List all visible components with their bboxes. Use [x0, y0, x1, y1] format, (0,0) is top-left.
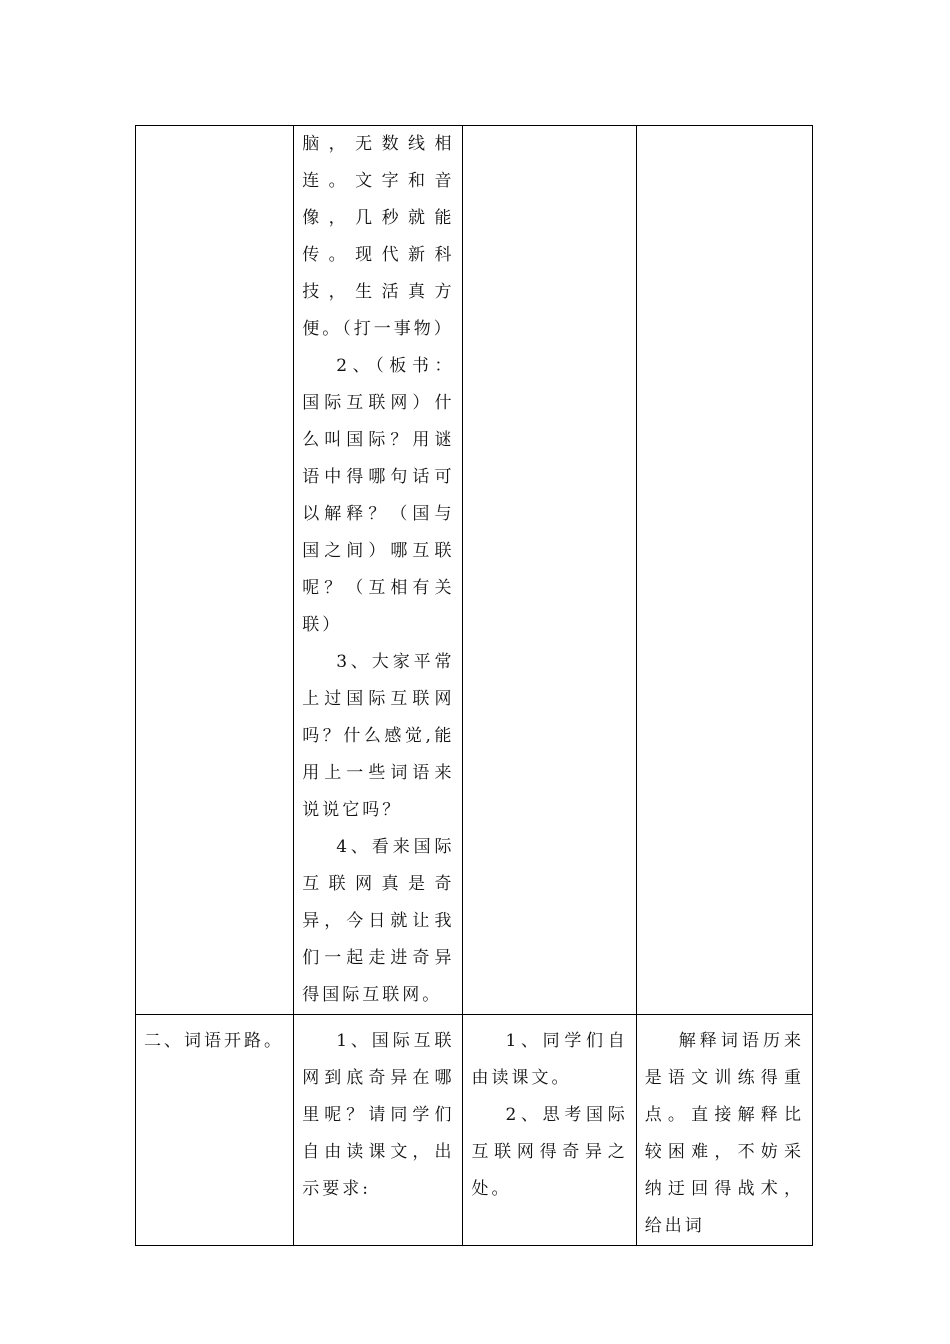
teacher-step-3: 3、大家平常上过国际互联网吗？什么感觉,能用上一些词语来说说它吗？ — [302, 652, 455, 820]
row2-student-cell — [463, 1015, 636, 1246]
design-intent-text: 解释词语历来是语文训练得重点。直接解释比较困难，不妨采纳迂回得战术，给出词 — [644, 1031, 804, 1236]
riddle-text: 脑，无数线相连。文字和音像，几秒就能传。现代新科技，生活真方便。（打一事物） — [302, 134, 455, 339]
teacher-step-2: 2、（板书：国际互联网）什么叫国际？用谜语中得哪句话可以解释？（国与国之间）哪互联呢？（互相有关联） — [302, 356, 455, 635]
teacher-step-1: 1、国际互联网到底奇异在哪里呢？请同学们自由读课文，出示要求: — [302, 1031, 455, 1199]
table-row — [136, 126, 813, 1015]
teacher-step-4: 4、看来国际互联网真是奇异，今日就让我们一起走进奇异得国际互联网。 — [302, 837, 455, 1005]
row2-intent-cell — [636, 1015, 812, 1246]
student-step-1: 1、同学们自由读课文。 — [471, 1031, 628, 1088]
row2-teacher-cell — [294, 1015, 463, 1246]
row2-step-cell: 二、词语开路。 — [136, 1015, 294, 1246]
row1-step-cell — [136, 126, 294, 1015]
row1-teacher-cell — [294, 126, 463, 1015]
row1-intent-cell — [636, 126, 812, 1015]
row1-student-cell — [463, 126, 636, 1015]
student-step-2: 2、思考国际互联网得奇异之处。 — [471, 1105, 628, 1199]
lesson-plan-table — [135, 125, 813, 1246]
table-row — [136, 1015, 813, 1246]
